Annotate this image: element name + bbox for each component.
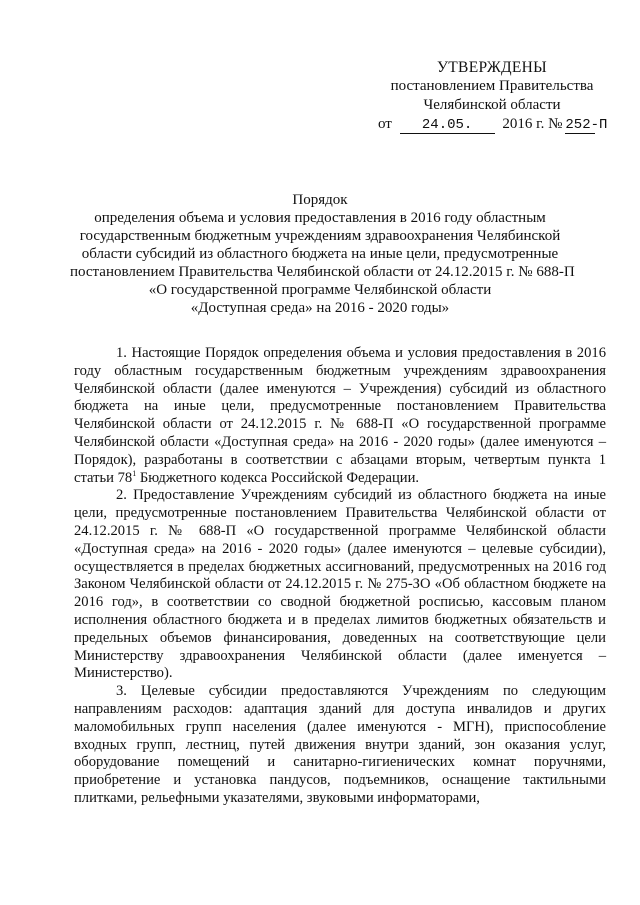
paragraph-1-tail: Бюджетного кодекса Российской Федерации. bbox=[136, 469, 420, 486]
approval-line-1: постановлением Правительства bbox=[390, 78, 594, 94]
paragraph-3: 3. Целевые субсидии предоставляются Учреждениям по следующим направлениям расходов: адаптация зданий для доступа инвалидов и других маломобильных групп населения (далее именуются - МГН), приспособление входных групп, лестниц, путей движения внутри зданий, зон оказания услуг, оборудование помещений и санитарно-гигиенических комнат поручнями, приобретение и установка пандусов, подъемников, оснащение тактильными плитками, рельефными указателями, звуковыми информаторами, bbox=[74, 683, 606, 806]
paragraph-1 bbox=[74, 345, 606, 487]
document-body bbox=[74, 345, 606, 808]
title-line: государственным бюджетным учреждениям здравоохранения Челябинской bbox=[79, 228, 561, 244]
article-superscript: 1 bbox=[132, 468, 137, 478]
title-word: Порядок bbox=[292, 192, 348, 208]
approval-stamp bbox=[372, 58, 612, 134]
approval-line-2: Челябинской области bbox=[423, 97, 561, 113]
title-line: «Доступная среда» на 2016 - 2020 годы» bbox=[190, 300, 450, 316]
approval-heading: УТВЕРЖДЕНЫ bbox=[437, 59, 547, 76]
title-line: «О государственной программе Челябинской области bbox=[148, 282, 492, 298]
title-line: постановлением Правительства Челябинской области от 24.12.2015 г. № 688-П bbox=[70, 264, 575, 280]
title-line: определения объема и условия предоставления в 2016 году областным bbox=[94, 210, 546, 226]
approval-number-value: 252-П bbox=[565, 117, 608, 133]
date-prefix: от bbox=[378, 116, 392, 132]
approval-date-line bbox=[372, 115, 612, 134]
document-title bbox=[70, 191, 575, 317]
title-line: области субсидий из областного бюджета на иные цели, предусмотренные bbox=[81, 246, 559, 262]
paragraph-1-text: 1. Настоящие Порядок определения объема и условия предоставления в 2016 году областным государственным бюджетным учреждениям здравоохранения Челябинской области (далее именуются – Учреждения) субсидий из областного бюджета на иные цели, предусмотренные постановлением Правительства Челябинской области от 24.12.2015 г. № 688-П «О государственной программе Челябинской области «Доступная среда» на 2016 - 2020 годы» (далее именуются – Порядок), разработаны в соответствии с абзацами вторым, четвертым пункта 1 статьи 78 bbox=[74, 345, 606, 486]
year-text: 2016 г. № bbox=[502, 116, 563, 132]
approval-date-value: 24.05. bbox=[400, 117, 495, 134]
paragraph-2: 2. Предоставление Учреждениям субсидий из областного бюджета на иные цели, предусмотренные постановлением Правительства Челябинской области от 24.12.2015 г. № 688-П «О государственной программе Челябинской области «Доступная среда» на 2016 - 2020 годы» (далее именуются – целевые субсидии), осуществляется в пределах бюджетных ассигнований, предусмотренных на 2016 год Законом Челябинской области от 24.12.2015 г. № 275-ЗО «Об областном бюджете на 2016 год», в соответствии со сводной бюджетной росписью, кассовым планом исполнения областного бюджета и в пределах лимитов бюджетных обязательств и предельных объемов финансирования, доведенных на соответствующие цели Министерству здравоохранения Челябинской области (далее именуется – Министерство). bbox=[74, 487, 606, 682]
